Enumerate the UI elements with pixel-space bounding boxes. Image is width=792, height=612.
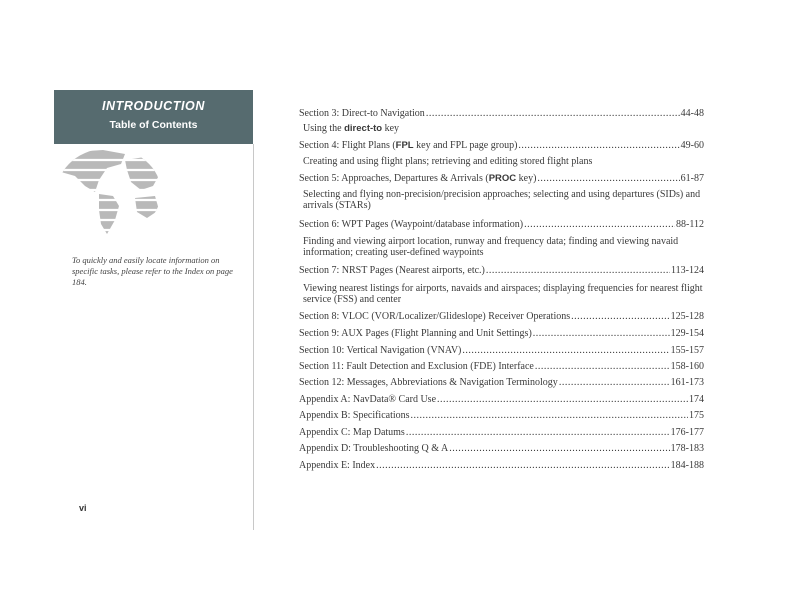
- toc-entry-section-11[interactable]: [299, 360, 704, 374]
- dot-leader: [449, 442, 669, 456]
- toc-page: 174: [689, 394, 704, 405]
- toc-page: 61-87: [680, 173, 704, 184]
- dot-leader: [559, 376, 670, 390]
- toc-entry-section-8[interactable]: [299, 310, 704, 324]
- toc-page: 178-183: [670, 443, 704, 454]
- globe-icon: [55, 146, 163, 238]
- toc-label: Section 4: Flight Plans (FPL key and FPL page group): [299, 140, 518, 151]
- index-tip: To quickly and easily locate information on specific tasks, please refer to the Index on page 184.: [72, 255, 233, 287]
- toc-entry-appendix-e[interactable]: [299, 459, 704, 473]
- dot-leader: [437, 393, 688, 407]
- toc-page: 155-157: [670, 345, 704, 356]
- toc-label: Appendix E: Index: [299, 460, 376, 471]
- toc-entry-section-9[interactable]: [299, 327, 704, 341]
- toc-label: Section 11: Fault Detection and Exclusion (FDE) Interface: [299, 361, 534, 372]
- toc-label: Section 6: WPT Pages (Waypoint/database information): [299, 219, 524, 230]
- toc-label: Section 10: Vertical Navigation (VNAV): [299, 345, 462, 356]
- toc-label: Appendix A: NavData® Card Use: [299, 394, 437, 405]
- toc-label: Appendix C: Map Datums: [299, 427, 405, 438]
- dot-leader: [411, 409, 688, 423]
- toc-page: 125-128: [670, 311, 704, 322]
- toc-page: 184-188: [670, 460, 704, 471]
- toc-entry-section-3[interactable]: [299, 107, 704, 121]
- dot-leader: [462, 344, 669, 358]
- toc-description: Viewing nearest listings for airports, navaids and airspaces; displaying frequencies for nearest flight service (FSS) and center: [303, 283, 703, 305]
- toc-description: Finding and viewing airport location, runway and frequency data; finding and viewing navaid information; creating user-defined waypoints: [303, 236, 679, 258]
- toc-entry-appendix-b[interactable]: [299, 409, 704, 423]
- dot-leader: [486, 264, 670, 278]
- toc-label: Section 8: VLOC (VOR/Localizer/Glideslope) Receiver Operations: [299, 311, 571, 322]
- toc-label: Appendix D: Troubleshooting Q & A: [299, 443, 449, 454]
- dot-leader: [524, 218, 675, 232]
- toc-label: Section 3: Direct-to Navigation: [299, 108, 425, 119]
- page-number: vi: [79, 503, 87, 513]
- toc-page: 175: [689, 410, 704, 421]
- dot-leader: [406, 426, 670, 440]
- toc-entry-section-5[interactable]: [299, 172, 704, 186]
- toc-label: Section 7: NRST Pages (Nearest airports, etc.): [299, 265, 485, 276]
- toc-description: Selecting and flying non-precision/precision approaches; selecting and using departures (SIDs) and arrivals (STARs): [303, 189, 701, 211]
- toc-description: Creating and using flight plans; retrieving and editing stored flight plans: [303, 156, 593, 167]
- section-subtitle: Table of Contents: [109, 119, 198, 131]
- toc-entry-section-7[interactable]: [299, 264, 704, 278]
- dot-leader: [571, 310, 670, 324]
- toc-entry-section-10[interactable]: [299, 344, 704, 358]
- toc-entry-section-4[interactable]: [299, 139, 704, 153]
- dot-leader: [537, 172, 679, 186]
- section-header: [54, 90, 253, 144]
- column-divider: [253, 144, 254, 530]
- section-title: INTRODUCTION: [101, 99, 206, 113]
- toc-label: Section 5: Approaches, Departures & Arrivals (PROC key): [299, 173, 537, 184]
- toc-page: 44-48: [680, 108, 704, 119]
- toc-entry-appendix-d[interactable]: [299, 442, 704, 456]
- toc-page: 176-177: [670, 427, 704, 438]
- toc-page: 49-60: [680, 140, 704, 151]
- toc-entry-section-6[interactable]: [299, 218, 704, 232]
- dot-leader: [518, 139, 679, 153]
- toc-entry-section-12[interactable]: [299, 376, 704, 390]
- toc-page: 113-124: [671, 265, 704, 276]
- toc-label: Section 12: Messages, Abbreviations & Navigation Terminology: [299, 377, 558, 388]
- dot-leader: [535, 360, 670, 374]
- toc-page: 129-154: [670, 328, 704, 339]
- dot-leader: [376, 459, 670, 473]
- dot-leader: [533, 327, 670, 341]
- toc-description: Using the direct-to key: [303, 123, 400, 134]
- toc-label: Section 9: AUX Pages (Flight Planning and Unit Settings): [299, 328, 532, 339]
- dot-leader: [426, 107, 680, 121]
- toc-page: 161-173: [670, 377, 704, 388]
- toc-page: 158-160: [670, 361, 704, 372]
- toc-entry-appendix-a[interactable]: [299, 393, 704, 407]
- toc-label: Appendix B: Specifications: [299, 410, 410, 421]
- toc-page: 88-112: [676, 219, 704, 230]
- toc-entry-appendix-c[interactable]: [299, 426, 704, 440]
